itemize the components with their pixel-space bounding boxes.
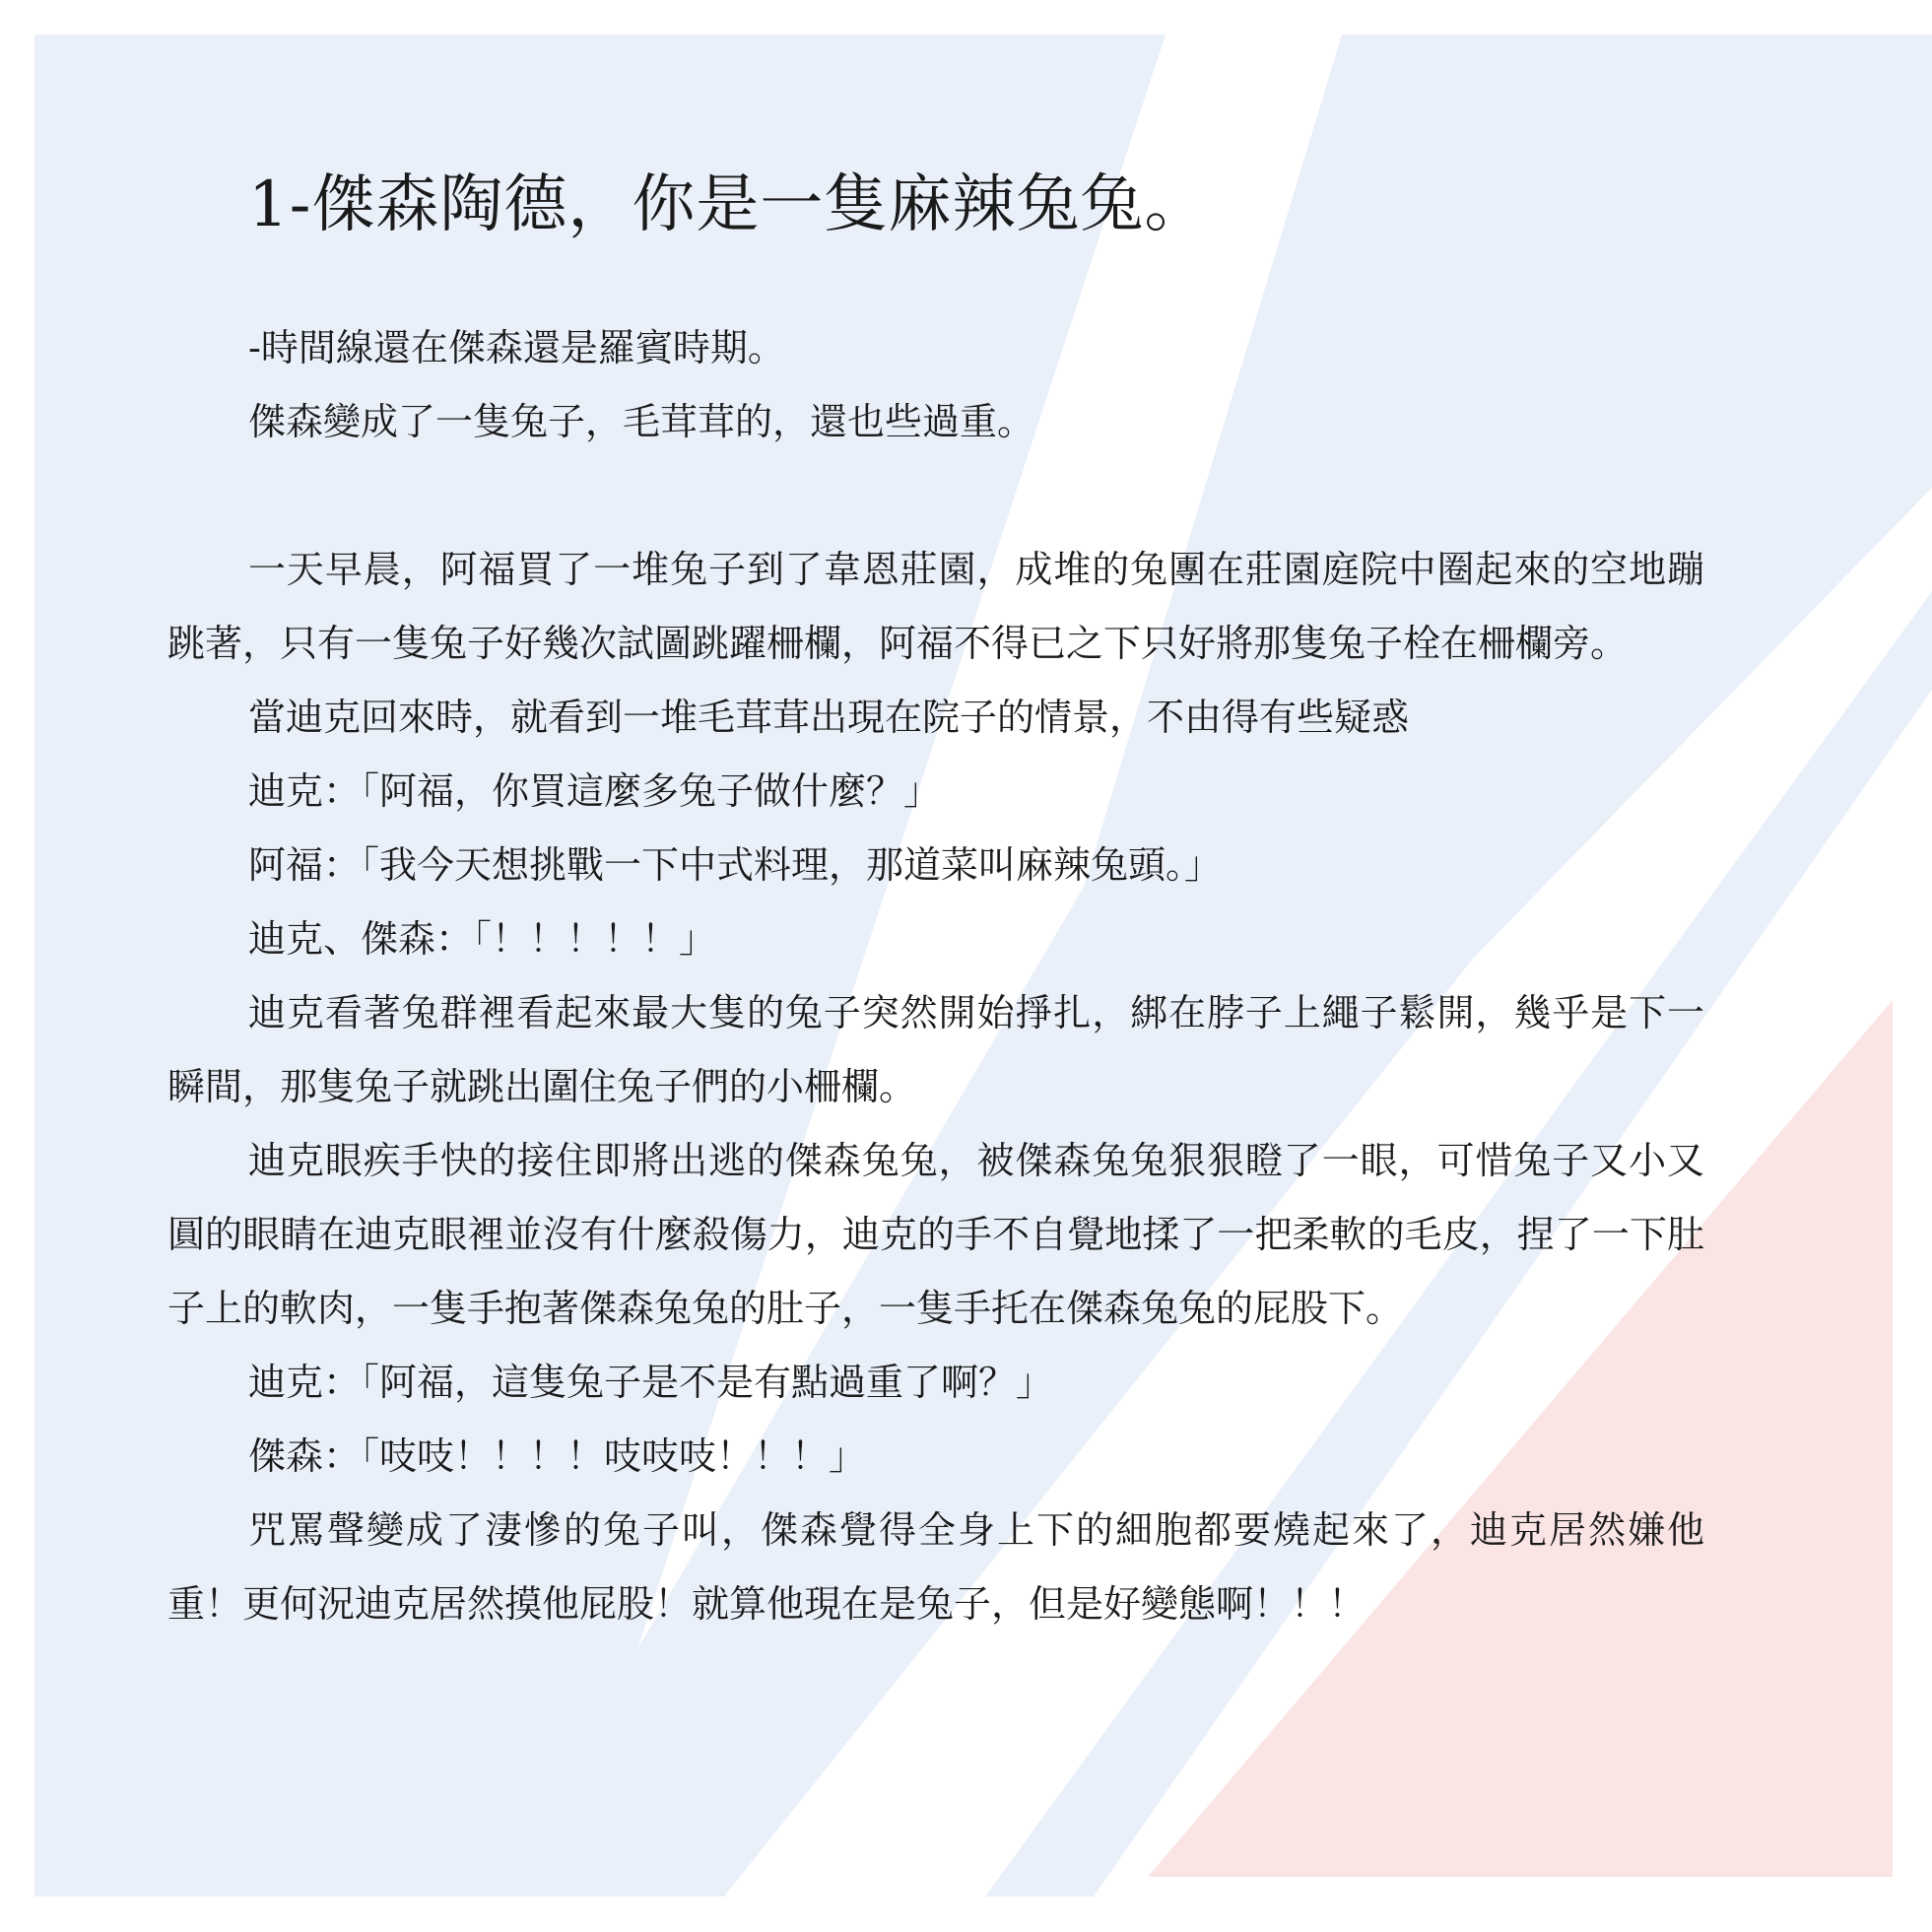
paragraph: 一天早晨，阿福買了一堆兔子到了韋恩莊園，成堆的兔團在莊園庭院中圈起來的空地蹦跳著，只有一隻兔子好幾次試圖跳躍柵欄，阿福不得已之下只好將那隻兔子栓在柵欄旁。 [167, 548, 1704, 665]
paragraph: 當迪克回來時，就看到一堆毛茸茸出現在院子的情景，不由得有些疑惑 [248, 696, 1410, 739]
story-body [167, 311, 1704, 1641]
paragraph: 阿福：「我今天想挑戰一下中式料理，那道菜叫麻辣兔頭。」 [248, 843, 1223, 887]
blank-line [167, 459, 1704, 533]
paragraph: 迪克：「阿福，這隻兔子是不是有點過重了啊？」 [248, 1361, 1054, 1404]
paragraph: -時間線還在傑森還是羅賓時期。 [248, 326, 785, 369]
paragraph: 迪克看著兔群裡看起來最大隻的兔子突然開始掙扎，綁在脖子上繩子鬆開，幾乎是下一瞬間，那隻兔子就跳出圍住兔子們的小柵欄。 [167, 991, 1704, 1108]
paragraph: 傑森：「吱吱！！！！吱吱吱！！！」 [248, 1434, 867, 1478]
paragraph: 咒罵聲變成了淒慘的兔子叫，傑森覺得全身上下的細胞都要燒起來了，迪克居然嫌他重！更何況迪克居然摸他屁股！就算他現在是兔子，但是好變態啊！！！ [167, 1508, 1704, 1626]
paragraph: 傑森變成了一隻兔子，毛茸茸的，還也些過重。 [248, 400, 1035, 443]
page-title: 1-傑森陶德，你是一隻麻辣兔兔。 [248, 168, 1209, 241]
paragraph: 迪克、傑森：「！！！！！」 [248, 917, 717, 961]
paragraph: 迪克：「阿福，你買這麼多兔子做什麼？」 [248, 769, 942, 813]
paragraph: 迪克眼疾手快的接住即將出逃的傑森兔兔，被傑森兔兔狠狠瞪了一眼，可惜兔子又小又圓的眼睛在迪克眼裡並沒有什麼殺傷力，迪克的手不自覺地揉了一把柔軟的毛皮，捏了一下肚子上的軟肉，一隻手抱著傑森兔兔的肚子，一隻手托在傑森兔兔的屁股下。 [167, 1139, 1704, 1330]
